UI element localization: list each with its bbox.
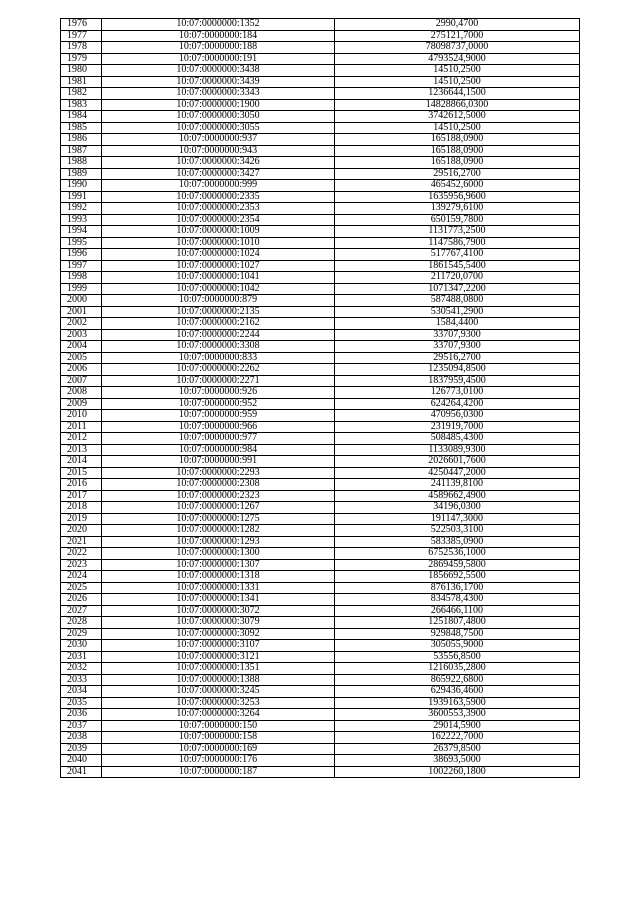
cadastral-value-cell: 231919,7000	[335, 421, 580, 433]
cadastral-value-cell: 470956,0300	[335, 410, 580, 422]
cadastral-value-cell: 929848,7500	[335, 628, 580, 640]
cadastral-value-cell: 78098737,0000	[335, 42, 580, 54]
cadastral-number-cell: 10:07:0000000:1042	[102, 283, 335, 295]
cadastral-value-cell: 1002260,1800	[335, 766, 580, 778]
cadastral-value-cell: 162222,7000	[335, 732, 580, 744]
table-row	[61, 65, 580, 77]
cadastral-number-cell: 10:07:0000000:1900	[102, 99, 335, 111]
cadastral-number-cell: 10:07:0000000:169	[102, 743, 335, 755]
table-row	[61, 53, 580, 65]
cadastral-value-cell: 1216035,2800	[335, 663, 580, 675]
table-row	[61, 19, 580, 31]
cadastral-value-cell: 266466,1100	[335, 605, 580, 617]
cadastral-number-cell: 10:07:0000000:943	[102, 145, 335, 157]
table-body	[61, 19, 580, 778]
cadastral-value-cell: 26379,8500	[335, 743, 580, 755]
cadastral-number-cell: 10:07:0000000:1352	[102, 19, 335, 31]
row-number-cell: 2008	[61, 387, 102, 399]
row-number-cell: 2036	[61, 709, 102, 721]
cadastral-number-cell: 10:07:0000000:158	[102, 732, 335, 744]
row-number-cell: 2035	[61, 697, 102, 709]
row-number-cell: 1997	[61, 260, 102, 272]
row-number-cell: 1977	[61, 30, 102, 42]
cadastral-number-cell: 10:07:0000000:977	[102, 433, 335, 445]
row-number-cell: 1988	[61, 157, 102, 169]
table-row	[61, 30, 580, 42]
row-number-cell: 2041	[61, 766, 102, 778]
cadastral-number-cell: 10:07:0000000:926	[102, 387, 335, 399]
row-number-cell: 1976	[61, 19, 102, 31]
table-row	[61, 191, 580, 203]
cadastral-value-cell: 876136,1700	[335, 582, 580, 594]
cadastral-value-cell: 517767,4100	[335, 249, 580, 261]
table-row	[61, 674, 580, 686]
row-number-cell: 1990	[61, 180, 102, 192]
row-number-cell: 2039	[61, 743, 102, 755]
row-number-cell: 1993	[61, 214, 102, 226]
cadastral-value-cell: 1236644,1500	[335, 88, 580, 100]
table-row	[61, 525, 580, 537]
cadastral-number-cell: 10:07:0000000:2323	[102, 490, 335, 502]
row-number-cell: 1985	[61, 122, 102, 134]
cadastral-value-cell: 241139,8100	[335, 479, 580, 491]
table-row	[61, 203, 580, 215]
table-row	[61, 88, 580, 100]
cadastral-number-cell: 10:07:0000000:3427	[102, 168, 335, 180]
table-row	[61, 559, 580, 571]
table-row	[61, 364, 580, 376]
cadastral-number-cell: 10:07:0000000:991	[102, 456, 335, 468]
table-row	[61, 76, 580, 88]
row-number-cell: 2037	[61, 720, 102, 732]
table-row	[61, 295, 580, 307]
cadastral-value-cell: 1635956,9600	[335, 191, 580, 203]
row-number-cell: 2013	[61, 444, 102, 456]
cadastral-value-cell: 522503,3100	[335, 525, 580, 537]
cadastral-number-cell: 10:07:0000000:2244	[102, 329, 335, 341]
cadastral-value-cell: 165188,0900	[335, 157, 580, 169]
cadastral-number-cell: 10:07:0000000:2135	[102, 306, 335, 318]
row-number-cell: 2029	[61, 628, 102, 640]
cadastral-value-cell: 305055,9000	[335, 640, 580, 652]
cadastral-number-cell: 10:07:0000000:833	[102, 352, 335, 364]
cadastral-value-cell: 624264,4200	[335, 398, 580, 410]
cadastral-value-cell: 4793524,9000	[335, 53, 580, 65]
cadastral-value-cell: 29516,2700	[335, 352, 580, 364]
cadastral-number-cell: 10:07:0000000:2293	[102, 467, 335, 479]
table-row	[61, 352, 580, 364]
table-row	[61, 398, 580, 410]
cadastral-value-cell: 1147586,7900	[335, 237, 580, 249]
row-number-cell: 1996	[61, 249, 102, 261]
row-number-cell: 1981	[61, 76, 102, 88]
cadastral-value-cell: 165188,0900	[335, 145, 580, 157]
row-number-cell: 2015	[61, 467, 102, 479]
row-number-cell: 2006	[61, 364, 102, 376]
row-number-cell: 2004	[61, 341, 102, 353]
cadastral-value-cell: 530541,2900	[335, 306, 580, 318]
table-row	[61, 433, 580, 445]
table-row	[61, 444, 580, 456]
cadastral-value-cell: 1861545,5400	[335, 260, 580, 272]
table-row	[61, 467, 580, 479]
table-row	[61, 548, 580, 560]
cadastral-number-cell: 10:07:0000000:3253	[102, 697, 335, 709]
table-row	[61, 341, 580, 353]
table-row	[61, 479, 580, 491]
cadastral-number-cell: 10:07:0000000:3050	[102, 111, 335, 123]
row-number-cell: 2026	[61, 594, 102, 606]
cadastral-number-cell: 10:07:0000000:3121	[102, 651, 335, 663]
cadastral-value-cell: 1131773,2500	[335, 226, 580, 238]
cadastral-value-cell: 53556,8500	[335, 651, 580, 663]
row-number-cell: 2010	[61, 410, 102, 422]
row-number-cell: 2027	[61, 605, 102, 617]
cadastral-number-cell: 10:07:0000000:1282	[102, 525, 335, 537]
row-number-cell: 1998	[61, 272, 102, 284]
cadastral-value-cell: 14510,2500	[335, 65, 580, 77]
row-number-cell: 1991	[61, 191, 102, 203]
cadastral-value-cell: 650159,7800	[335, 214, 580, 226]
cadastral-number-cell: 10:07:0000000:966	[102, 421, 335, 433]
cadastral-number-cell: 10:07:0000000:984	[102, 444, 335, 456]
cadastral-number-cell: 10:07:0000000:3264	[102, 709, 335, 721]
table-row	[61, 594, 580, 606]
cadastral-value-cell: 2026601,7600	[335, 456, 580, 468]
row-number-cell: 2012	[61, 433, 102, 445]
cadastral-value-cell: 4589662,4900	[335, 490, 580, 502]
cadastral-value-cell: 587488,0800	[335, 295, 580, 307]
row-number-cell: 1980	[61, 65, 102, 77]
table-row	[61, 329, 580, 341]
cadastral-number-cell: 10:07:0000000:1041	[102, 272, 335, 284]
cadastral-value-cell: 1071347,2200	[335, 283, 580, 295]
cadastral-number-cell: 10:07:0000000:176	[102, 755, 335, 767]
cadastral-value-cell: 126773,0100	[335, 387, 580, 399]
table-row	[61, 617, 580, 629]
cadastral-number-cell: 10:07:0000000:1307	[102, 559, 335, 571]
table-row	[61, 663, 580, 675]
row-number-cell: 2032	[61, 663, 102, 675]
cadastral-number-cell: 10:07:0000000:3079	[102, 617, 335, 629]
table-row	[61, 375, 580, 387]
cadastral-value-cell: 1837959,4500	[335, 375, 580, 387]
cadastral-value-cell: 465452,6000	[335, 180, 580, 192]
cadastral-number-cell: 10:07:0000000:191	[102, 53, 335, 65]
row-number-cell: 2016	[61, 479, 102, 491]
row-number-cell: 1979	[61, 53, 102, 65]
table-row	[61, 686, 580, 698]
cadastral-value-cell: 14510,2500	[335, 76, 580, 88]
cadastral-value-cell: 29014,5900	[335, 720, 580, 732]
cadastral-number-cell: 10:07:0000000:150	[102, 720, 335, 732]
table-row	[61, 720, 580, 732]
cadastral-value-cell: 191147,3000	[335, 513, 580, 525]
table-row	[61, 260, 580, 272]
cadastral-value-cell: 139279,6100	[335, 203, 580, 215]
cadastral-number-cell: 10:07:0000000:2162	[102, 318, 335, 330]
cadastral-number-cell: 10:07:0000000:3107	[102, 640, 335, 652]
cadastral-value-cell: 865922,6800	[335, 674, 580, 686]
cadastral-value-cell: 2869459,5800	[335, 559, 580, 571]
row-number-cell: 1987	[61, 145, 102, 157]
cadastral-number-cell: 10:07:0000000:1009	[102, 226, 335, 238]
cadastral-value-cell: 165188,0900	[335, 134, 580, 146]
cadastral-value-cell: 3742612,5000	[335, 111, 580, 123]
cadastral-value-cell: 508485,4300	[335, 433, 580, 445]
row-number-cell: 2014	[61, 456, 102, 468]
row-number-cell: 1983	[61, 99, 102, 111]
table-row	[61, 605, 580, 617]
cadastral-number-cell: 10:07:0000000:1388	[102, 674, 335, 686]
cadastral-number-cell: 10:07:0000000:1027	[102, 260, 335, 272]
row-number-cell: 2020	[61, 525, 102, 537]
row-number-cell: 2007	[61, 375, 102, 387]
table-row	[61, 421, 580, 433]
row-number-cell: 1982	[61, 88, 102, 100]
table-row	[61, 180, 580, 192]
cadastral-number-cell: 10:07:0000000:1275	[102, 513, 335, 525]
table-row	[61, 697, 580, 709]
table-row	[61, 732, 580, 744]
row-number-cell: 2025	[61, 582, 102, 594]
cadastral-number-cell: 10:07:0000000:2353	[102, 203, 335, 215]
cadastral-number-cell: 10:07:0000000:3308	[102, 341, 335, 353]
row-number-cell: 2028	[61, 617, 102, 629]
cadastral-number-cell: 10:07:0000000:2308	[102, 479, 335, 491]
cadastral-number-cell: 10:07:0000000:3343	[102, 88, 335, 100]
row-number-cell: 2018	[61, 502, 102, 514]
cadastral-number-cell: 10:07:0000000:188	[102, 42, 335, 54]
cadastral-number-cell: 10:07:0000000:1351	[102, 663, 335, 675]
table-row	[61, 490, 580, 502]
cadastral-value-cell: 583385,0900	[335, 536, 580, 548]
table-row	[61, 410, 580, 422]
cadastral-value-cell: 211720,0700	[335, 272, 580, 284]
row-number-cell: 2030	[61, 640, 102, 652]
table-row	[61, 318, 580, 330]
cadastral-value-cell: 6752536,1000	[335, 548, 580, 560]
cadastral-number-cell: 10:07:0000000:1341	[102, 594, 335, 606]
cadastral-number-cell: 10:07:0000000:999	[102, 180, 335, 192]
row-number-cell: 2001	[61, 306, 102, 318]
table-row	[61, 237, 580, 249]
row-number-cell: 1978	[61, 42, 102, 54]
cadastral-value-cell: 2990,4700	[335, 19, 580, 31]
cadastral-number-cell: 10:07:0000000:2354	[102, 214, 335, 226]
row-number-cell: 2011	[61, 421, 102, 433]
cadastral-number-cell: 10:07:0000000:1010	[102, 237, 335, 249]
table-row	[61, 628, 580, 640]
row-number-cell: 2024	[61, 571, 102, 583]
row-number-cell: 2005	[61, 352, 102, 364]
cadastral-value-cell: 3600553,3900	[335, 709, 580, 721]
table-row	[61, 306, 580, 318]
table-row	[61, 99, 580, 111]
row-number-cell: 1986	[61, 134, 102, 146]
row-number-cell: 2033	[61, 674, 102, 686]
cadastral-number-cell: 10:07:0000000:1293	[102, 536, 335, 548]
row-number-cell: 1995	[61, 237, 102, 249]
cadastral-number-cell: 10:07:0000000:952	[102, 398, 335, 410]
row-number-cell: 1994	[61, 226, 102, 238]
cadastral-value-cell: 1251807,4800	[335, 617, 580, 629]
cadastral-value-cell: 38693,5000	[335, 755, 580, 767]
row-number-cell: 2000	[61, 295, 102, 307]
table-row	[61, 766, 580, 778]
table-row	[61, 214, 580, 226]
table-row	[61, 513, 580, 525]
cadastral-value-cell: 275121,7000	[335, 30, 580, 42]
cadastral-number-cell: 10:07:0000000:2335	[102, 191, 335, 203]
cadastral-number-cell: 10:07:0000000:3438	[102, 65, 335, 77]
table-row	[61, 582, 580, 594]
table-row	[61, 755, 580, 767]
row-number-cell: 2003	[61, 329, 102, 341]
table-row	[61, 456, 580, 468]
table-row	[61, 111, 580, 123]
table-row	[61, 226, 580, 238]
row-number-cell: 2034	[61, 686, 102, 698]
row-number-cell: 2009	[61, 398, 102, 410]
cadastral-value-cell: 4250447,2000	[335, 467, 580, 479]
cadastral-number-cell: 10:07:0000000:3426	[102, 157, 335, 169]
row-number-cell: 2040	[61, 755, 102, 767]
table-row	[61, 249, 580, 261]
cadastral-number-cell: 10:07:0000000:879	[102, 295, 335, 307]
cadastral-value-cell: 29516,2700	[335, 168, 580, 180]
cadastral-value-cell: 33707,9300	[335, 329, 580, 341]
row-number-cell: 1984	[61, 111, 102, 123]
cadastral-number-cell: 10:07:0000000:937	[102, 134, 335, 146]
cadastral-value-cell: 1235094,8500	[335, 364, 580, 376]
row-number-cell: 1989	[61, 168, 102, 180]
cadastral-value-cell: 1856692,5500	[335, 571, 580, 583]
table-row	[61, 168, 580, 180]
row-number-cell: 2021	[61, 536, 102, 548]
row-number-cell: 2002	[61, 318, 102, 330]
row-number-cell: 2031	[61, 651, 102, 663]
cadastral-value-cell: 34196,0300	[335, 502, 580, 514]
cadastral-number-cell: 10:07:0000000:1024	[102, 249, 335, 261]
cadastral-value-table	[60, 18, 580, 778]
cadastral-number-cell: 10:07:0000000:3092	[102, 628, 335, 640]
cadastral-value-cell: 1584,4400	[335, 318, 580, 330]
table-row	[61, 536, 580, 548]
table-row	[61, 42, 580, 54]
cadastral-value-cell: 1939163,5900	[335, 697, 580, 709]
row-number-cell: 2038	[61, 732, 102, 744]
cadastral-value-cell: 14828866,0300	[335, 99, 580, 111]
table-row	[61, 640, 580, 652]
cadastral-number-cell: 10:07:0000000:184	[102, 30, 335, 42]
table-row	[61, 387, 580, 399]
table-row	[61, 743, 580, 755]
cadastral-number-cell: 10:07:0000000:3055	[102, 122, 335, 134]
cadastral-value-cell: 629436,4600	[335, 686, 580, 698]
table-row	[61, 272, 580, 284]
cadastral-number-cell: 10:07:0000000:959	[102, 410, 335, 422]
table-row	[61, 134, 580, 146]
cadastral-number-cell: 10:07:0000000:1267	[102, 502, 335, 514]
cadastral-number-cell: 10:07:0000000:2271	[102, 375, 335, 387]
cadastral-number-cell: 10:07:0000000:1318	[102, 571, 335, 583]
table-row	[61, 502, 580, 514]
cadastral-number-cell: 10:07:0000000:2262	[102, 364, 335, 376]
cadastral-number-cell: 10:07:0000000:3072	[102, 605, 335, 617]
table-row	[61, 157, 580, 169]
cadastral-value-cell: 834578,4300	[335, 594, 580, 606]
cadastral-number-cell: 10:07:0000000:3245	[102, 686, 335, 698]
cadastral-value-cell: 1133089,9300	[335, 444, 580, 456]
row-number-cell: 1992	[61, 203, 102, 215]
cadastral-number-cell: 10:07:0000000:187	[102, 766, 335, 778]
table-row	[61, 145, 580, 157]
row-number-cell: 2023	[61, 559, 102, 571]
row-number-cell: 2022	[61, 548, 102, 560]
row-number-cell: 1999	[61, 283, 102, 295]
table-row	[61, 571, 580, 583]
table-row	[61, 651, 580, 663]
table-row	[61, 709, 580, 721]
cadastral-number-cell: 10:07:0000000:1331	[102, 582, 335, 594]
table-row	[61, 122, 580, 134]
cadastral-value-cell: 14510,2500	[335, 122, 580, 134]
cadastral-number-cell: 10:07:0000000:1300	[102, 548, 335, 560]
cadastral-value-cell: 33707,9300	[335, 341, 580, 353]
table-row	[61, 283, 580, 295]
row-number-cell: 2017	[61, 490, 102, 502]
row-number-cell: 2019	[61, 513, 102, 525]
cadastral-number-cell: 10:07:0000000:3439	[102, 76, 335, 88]
